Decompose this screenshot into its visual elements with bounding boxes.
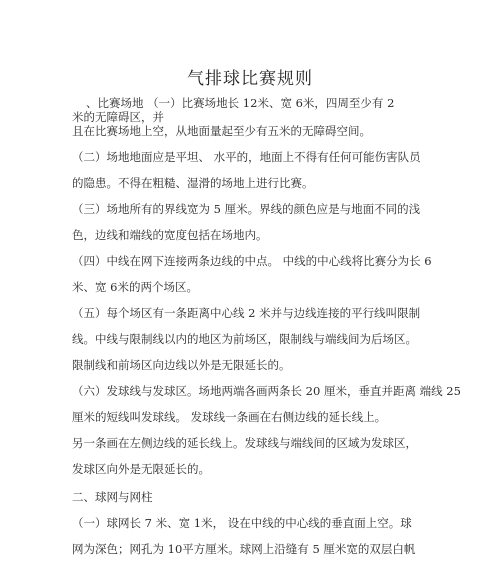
section-heading: 二、球网与网柱 (72, 490, 153, 504)
text-line: 网为深色；网孔为 10平方厘米。球网上沿缝有 5 厘米宽的双层白帆 (72, 542, 416, 556)
text-line: （三）场地所有的界线宽为 5 厘米。界线的颜色应是与地面不同的浅 (72, 202, 421, 216)
text-line: （五）每个场区有一条距离中心线 2 米并与边线连接的平行线叫限制 (72, 306, 421, 320)
text-line: 限制线和前场区向边线以外是无限延长的。 (72, 358, 291, 372)
text-line: （六）发球线与发球区。场地两端各画两条长 20 厘米，垂直并距离 端线 25 (72, 384, 461, 398)
text-line: （四）中线在网下连接两条边线的中点。 中线的中心线将比赛分为长 6 (72, 254, 432, 268)
text-line: 的隐患。不得在粗糙、湿滑的场地上进行比赛。 (72, 176, 314, 190)
text-line: 厘米的短线叫发球线。 发球线一条画在右侧边线的延长线上。 (72, 410, 387, 424)
text-line: 另一条画在左侧边线的延长线上。发球线与端线间的区域为发球区， (72, 436, 417, 450)
text-line: 米的无障碍区，并 (72, 110, 164, 124)
text-line: （二）场地地面应是平坦、 水平的，地面上不得有任何可能伤害队员 (72, 150, 421, 164)
text-line: 发球区向外是无限延长的。 (72, 462, 210, 476)
text-line: （一）球网长 7 米、宽 1米， 设在中线的中心线的垂直面上空。球 (72, 516, 412, 530)
page-title: 气排球比赛规则 (187, 69, 313, 89)
text-line: 米、宽 6米的两个场区。 (72, 280, 198, 294)
text-line: 线。中线与限制线以内的地区为前场区，限制线与端线间为后场区。 (72, 332, 417, 346)
text-line: 且在比赛场地上空，从地面量起至少有五米的无障碍空间。 (72, 124, 371, 138)
text-line: 色，边线和端线的宽度包括在场地内。 (72, 228, 268, 242)
text-line: 、比赛场地 （一）比赛场地长 12米、宽 6米，四周至少有 2 (86, 96, 395, 110)
